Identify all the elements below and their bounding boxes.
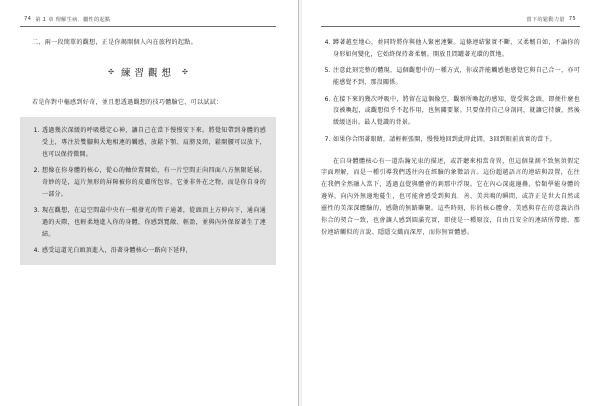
left-intro-paragraph: 二、兩一段簡單的觀想，正是你揭開個人內在旅程的起點。 <box>32 39 197 46</box>
right-running-head <box>321 14 580 24</box>
right-body <box>321 37 580 239</box>
section-title: 練習觀想 <box>120 67 175 79</box>
left-body <box>20 37 276 265</box>
list-item: 4. 蹲著越至地心，並同時將你與他人緊密連繫。這條連結緊實不斷、又柔韌自如，不論你的身形如何變化，它始終保持著柔韌。開放且問罐著光環的質地。 <box>333 37 580 60</box>
list-item: 4. 感受這道光白頭頂進入，沿著身體核心一路向下延伸， <box>42 245 266 257</box>
left-running-head <box>20 14 276 24</box>
exercise-steps-list <box>30 125 266 257</box>
right-folio: 75 <box>568 16 576 22</box>
right-header-rule <box>321 26 580 27</box>
list-item: 7. 如果你合閉著眼睛，請輕輕張開，慢慢地回到此時此間，3回到眼前真實的當下。 <box>333 134 580 146</box>
list-item: 1. 透過幾次深緩的呼吸穩定心神，讓自己在當下慢慢安下來。將覺知帶到身體的感受上，專注於雙腳與大地相連的觸感，放鬆下顎、肩膀及頸，鬆開腰可以放下，也可以保持微開。 <box>42 125 266 160</box>
exercise-steps-continued-block <box>321 37 580 146</box>
section-title-block <box>20 65 276 84</box>
right-paragraph: 在自身體體核心有一道浩瀚光束的描述，或許聽來相當奇異，但這個量測不致無須假定字面理解，而是一種引導我們透往內在經驗的象徵語言。這份超越語言的連結與設置，在往在我們全然融入當下，透過直覺與體會的剎那中浮現。它在內心深處邊疊，恰類學能身體的邊界，向內外無邊地蔓生，也可能會感受到與真．善、美共鳴的瞬間，或許正是世大自然或靈性的美深深體驗的，感動的無路聯聚。這些時刻，你的核心體會、美感與存在的意義沾得你合的契合一致，也會讓人感到圓滿充實，即使是一種原沒，自由且安全的連結所帶總、那份連結觸似的言說、隱隱交織而深厚，而你無實體感。 <box>321 157 580 236</box>
left-lead-paragraph: 若是你對中樞感到好奇，並且想透過觀想的技巧體驗它，可以試試： <box>32 99 223 107</box>
list-item: 2. 想像在你身體的核心，從心的軸位置開始，有一片空間正向四面八方無限延展。奇妙的是，這片無形的屏障被你的皮膚所包容，它並非外在之物，而是你自身的一部分。 <box>42 165 266 200</box>
right-page <box>299 0 600 406</box>
list-item: 5. 注意此刻完整的體現，這個觀想中的一種方式，你或許能觸感他感覺它與自己合一，亦可能感覺不到，那沒關係。 <box>333 65 580 88</box>
ornament-right-icon: ✣ <box>182 67 188 76</box>
list-item: 3. 現在觀想，在這空間最中央有一根發光的管子通著，從頭頂上方伸向下，通向通過的天際，也輕柔地進入你的身體，你感到寬敞、輕盈，並與內外保留著生了連結。 <box>42 205 266 240</box>
left-page <box>0 0 299 406</box>
exercise-steps-continued-list <box>321 37 580 146</box>
right-tail-paragraphs <box>321 156 580 239</box>
exercise-box <box>20 117 276 265</box>
ornament-left-icon: ✣ <box>108 67 114 76</box>
list-item: 6. 在接下來的幾次呼吸中，將留在這個像空，觀察所喚起的感知、覺受與念頭，即便什麼也沒被喚起，或觀想似乎不起作用，也無關要緊。只要保持自己身剖同，就讓它持續，然後緩緩送出。最人覺識的背景。 <box>333 94 580 129</box>
left-header-rule <box>20 26 276 27</box>
left-running-head-text: 第 1 章 理解生病．屬性的起點 <box>35 16 111 23</box>
left-folio: 74 <box>24 16 32 22</box>
right-running-head-text: 當下的鬆動力量 <box>526 16 565 23</box>
